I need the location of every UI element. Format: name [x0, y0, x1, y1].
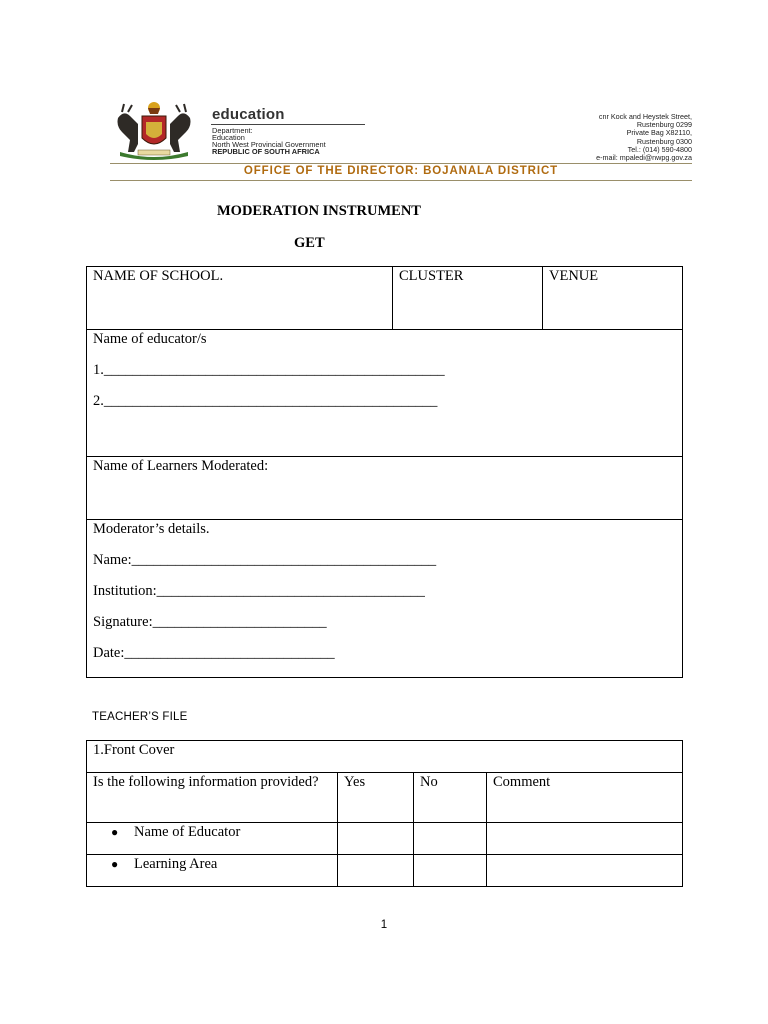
educators-label: Name of educator/s — [93, 331, 207, 347]
front-cover-heading: 1.Front Cover — [87, 741, 683, 773]
moderator-institution-line[interactable]: Institution:_____________________________________ — [93, 583, 425, 599]
yes-cell[interactable] — [338, 855, 414, 887]
office-banner: OFFICE OF THE DIRECTOR: BOJANALA DISTRICT — [243, 165, 559, 177]
cluster-label: CLUSTER — [399, 268, 464, 284]
document-title: MODERATION INSTRUMENT — [217, 203, 421, 219]
question-cell: Is the following information provided? — [87, 773, 338, 823]
address-line: Rustenburg 0299 — [636, 120, 692, 130]
table-row — [87, 823, 683, 855]
venue-label: VENUE — [549, 268, 599, 284]
department-line: North West Provincial Government — [212, 140, 326, 149]
educator-line-1[interactable]: 1._______________________________________________ — [93, 362, 445, 378]
venue-cell[interactable] — [543, 267, 683, 330]
address-line: Private Bag X82110, — [626, 128, 692, 138]
comment-cell[interactable] — [487, 823, 683, 855]
item-label: Name of Educator — [134, 824, 241, 840]
address-line: Tel.: (014) 590-4800 — [627, 144, 692, 154]
teacher-file-table — [86, 740, 683, 887]
item-label: Learning Area — [134, 856, 218, 872]
no-cell[interactable] — [414, 855, 487, 887]
department-line: Department: — [212, 126, 253, 135]
learners-cell[interactable] — [87, 457, 683, 520]
item-cell — [87, 855, 338, 887]
document-subtitle: GET — [294, 235, 325, 251]
divider — [211, 124, 365, 125]
address-line: cnr Kock and Heystek Street, — [598, 112, 692, 121]
no-column-header: No — [414, 773, 487, 823]
bullet-icon: ● — [111, 825, 119, 839]
country-name: REPUBLIC OF SOUTH AFRICA — [212, 147, 320, 156]
address-line: e-mail: mpaledi@nwpg.gov.za — [596, 153, 692, 163]
school-info-table — [86, 266, 683, 678]
comment-column-header: Comment — [487, 773, 683, 823]
divider — [110, 163, 692, 164]
table-row — [87, 855, 683, 887]
school-name-label: NAME OF SCHOOL. — [93, 268, 224, 284]
coat-of-arms-logo — [108, 100, 200, 162]
moderator-signature-line[interactable]: Signature:________________________ — [93, 614, 327, 630]
item-cell — [87, 823, 338, 855]
no-cell[interactable] — [414, 823, 487, 855]
educator-line-2[interactable]: 2.______________________________________________ — [93, 393, 438, 409]
learners-label: Name of Learners Moderated: — [93, 458, 269, 474]
page-number: 1 — [380, 919, 388, 931]
yes-column-header: Yes — [338, 773, 414, 823]
section-heading: TEACHER’S FILE — [92, 711, 188, 723]
school-name-cell[interactable] — [87, 267, 393, 330]
department-name: education — [212, 106, 285, 123]
moderator-cell[interactable] — [87, 520, 683, 678]
address-line: Rustenburg 0300 — [636, 136, 692, 146]
address-block — [540, 113, 692, 162]
moderator-label: Moderator’s details. — [93, 521, 210, 537]
cluster-cell[interactable] — [393, 267, 543, 330]
department-line: Education — [212, 133, 245, 142]
moderator-date-line[interactable]: Date:_____________________________ — [93, 645, 335, 661]
bullet-icon: ● — [111, 857, 119, 871]
moderator-name-line[interactable]: Name:__________________________________________ — [93, 552, 437, 568]
comment-cell[interactable] — [487, 855, 683, 887]
divider — [110, 180, 692, 181]
yes-cell[interactable] — [338, 823, 414, 855]
educators-cell[interactable] — [87, 330, 683, 457]
